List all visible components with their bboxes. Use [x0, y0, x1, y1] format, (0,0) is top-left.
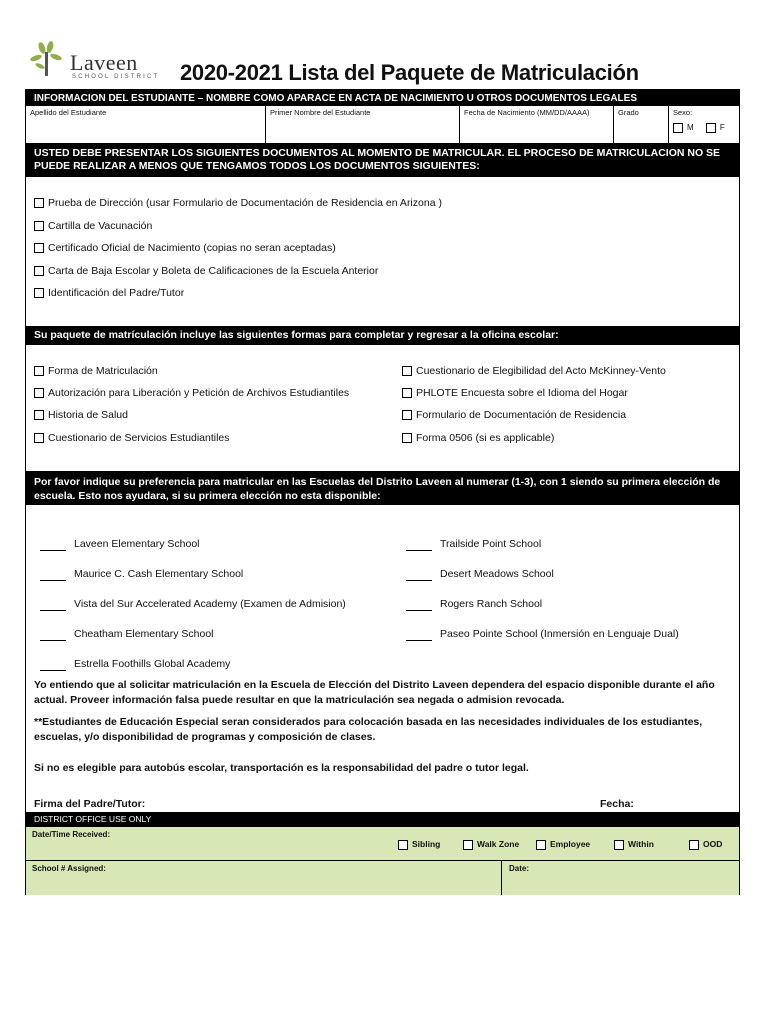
preference-header: Por favor indique su preferencia para matricular en las Escuelas del Distrito Laveen al numerar (1-3), con 1 siendo su primera elección de escuela. Esto nos ayudara, si su primera elección no esta disponible:: [26, 471, 739, 505]
rank-blank[interactable]: [40, 630, 66, 641]
form-checkbox[interactable]: [402, 366, 412, 376]
sex-f-label: F: [719, 123, 725, 133]
office-assigned-row: [26, 860, 739, 895]
employee-option: Employee: [536, 839, 590, 850]
sex-m-checkbox[interactable]: [673, 123, 683, 133]
special-education-note: **Estudiantes de Educación Especial seran considerados para colocación basada en las necesidades individuales de los estudiantes, escuelas, y/o disponibilidad de programas y composición de clases.: [34, 716, 703, 743]
employee-checkbox[interactable]: [536, 840, 546, 850]
logo-name: Laveen: [70, 50, 138, 75]
within-checkbox[interactable]: [614, 840, 624, 850]
walk-zone-option: Walk Zone: [463, 839, 519, 850]
form-item: Forma 0506 (si es applicable): [402, 431, 554, 445]
school-choice: Vista del Sur Accelerated Academy (Examen de Admision): [40, 597, 346, 611]
form-item: PHLOTE Encuesta sobre el Idioma del Hogar: [402, 386, 628, 400]
form-checkbox[interactable]: [34, 410, 44, 420]
doc-checkbox[interactable]: [34, 243, 44, 253]
within-option: Within: [614, 839, 654, 850]
dob-label: Fecha de Nacimiento (MM/DD/AAAA): [464, 108, 590, 117]
rank-blank[interactable]: [406, 600, 432, 611]
form-item: Historia de Salud: [34, 408, 128, 422]
choice-disclaimer: Yo entiendo que al solicitar matriculación en la Escuela de Elección del Distrito Laveen dependera del espacio disponible durante el año actual. Proveer información falsa puede resultar en que la matriculación sea negada o admision revocada.: [34, 679, 715, 706]
first-name-label: Primer Nombre del Estudiante: [270, 108, 371, 117]
doc-item: Carta de Baja Escolar y Boleta de Calificaciones de la Escuela Anterior: [34, 264, 378, 278]
form-checkbox[interactable]: [34, 388, 44, 398]
sex-field: [669, 106, 739, 143]
doc-item: Prueba de Dirección (usar Formulario de Documentación de Residencia en Arizona ): [34, 196, 442, 210]
signature-label: Firma del Padre/Tutor:: [34, 798, 146, 810]
form-item: Forma de Matriculación: [34, 364, 158, 378]
school-choice: Desert Meadows School: [406, 567, 554, 581]
form-item: Autorización para Liberación y Petición de Archivos Estudiantiles: [34, 386, 349, 400]
rank-blank[interactable]: [40, 600, 66, 611]
grade-label: Grado: [618, 108, 639, 117]
grade-field[interactable]: [614, 106, 669, 143]
form-checkbox[interactable]: [34, 366, 44, 376]
ood-option: OOD: [689, 839, 722, 850]
school-choice: Cheatham Elementary School: [40, 627, 214, 641]
sex-label: Sexo:: [673, 108, 693, 117]
page-title: 2020-2021 Lista del Paquete de Matriculación: [180, 60, 639, 85]
doc-item: Certificado Oficial de Nacimiento (copias no seran aceptadas): [34, 241, 336, 255]
rank-blank[interactable]: [40, 570, 66, 581]
sex-m-label: M: [687, 123, 694, 133]
rank-blank[interactable]: [406, 630, 432, 641]
walk-zone-checkbox[interactable]: [463, 840, 473, 850]
doc-item: Cartilla de Vacunación: [34, 219, 152, 233]
form-item: Formulario de Documentación de Residencia: [402, 408, 626, 422]
office-received-row: [26, 826, 739, 861]
rank-blank[interactable]: [406, 570, 432, 581]
form-item: Cuestionario de Servicios Estudiantiles: [34, 431, 230, 445]
school-choice: Trailside Point School: [406, 537, 541, 551]
dob-field[interactable]: [460, 106, 614, 143]
first-name-field[interactable]: [266, 106, 460, 143]
ood-checkbox[interactable]: [689, 840, 699, 850]
school-choice: Estrella Foothills Global Academy: [40, 657, 230, 671]
enrollment-form: [25, 89, 740, 895]
forms-header: Su paquete de matrículación incluye las siguientes formas para completar y regresar a la oficina escolar:: [26, 326, 739, 345]
transportation-note: Si no es elegible para autobús escolar, transportación es la responsabilidad del padre o tutor legal.: [34, 762, 529, 774]
doc-item: Identificación del Padre/Tutor: [34, 286, 184, 300]
sibling-checkbox[interactable]: [398, 840, 408, 850]
date-label: Fecha:: [600, 798, 634, 810]
documents-header: USTED DEBE PRESENTAR LOS SIGUIENTES DOCUMENTOS AL MOMENTO DE MATRICULAR. EL PROCESO DE MATRICULACION NO SE PUEDE REALIZAR A MENOS QUE TENGAMOS TODOS LOS DOCUMENTOS SIGUIENTES:: [26, 143, 739, 177]
rank-blank[interactable]: [40, 660, 66, 671]
doc-checkbox[interactable]: [34, 288, 44, 298]
last-name-field[interactable]: [26, 106, 266, 143]
form-checkbox[interactable]: [402, 388, 412, 398]
school-choice: Rogers Ranch School: [406, 597, 542, 611]
rank-blank[interactable]: [406, 540, 432, 551]
form-checkbox[interactable]: [402, 410, 412, 420]
form-checkbox[interactable]: [402, 433, 412, 443]
rank-blank[interactable]: [40, 540, 66, 551]
last-name-label: Apellido del Estudiante: [30, 108, 107, 117]
office-use-header: DISTRICT OFFICE USE ONLY: [26, 812, 739, 826]
school-assigned-label: School # Assigned:: [32, 864, 106, 873]
office-date-label: Date:: [509, 864, 530, 873]
doc-checkbox[interactable]: [34, 221, 44, 231]
received-label: Date/Time Received:: [32, 830, 111, 839]
school-choice: Laveen Elementary School: [40, 537, 200, 551]
form-checkbox[interactable]: [34, 433, 44, 443]
doc-checkbox[interactable]: [34, 266, 44, 276]
student-info-header: INFORMACION DEL ESTUDIANTE – NOMBRE COMO APARACE EN ACTA DE NACIMIENTO U OTROS DOCUMENTOS LEGALES: [26, 90, 739, 106]
form-item: Cuestionario de Elegibilidad del Acto McKinney-Vento: [402, 364, 666, 378]
school-choice: Maurice C. Cash Elementary School: [40, 567, 243, 581]
doc-checkbox[interactable]: [34, 198, 44, 208]
logo-subtitle: SCHOOL DISTRICT: [72, 74, 160, 80]
school-choice: Paseo Pointe School (Inmersión en Lenguaje Dual): [406, 627, 679, 641]
sex-f-checkbox[interactable]: [706, 123, 716, 133]
sibling-option: Sibling: [398, 839, 440, 850]
divider: [501, 861, 502, 895]
